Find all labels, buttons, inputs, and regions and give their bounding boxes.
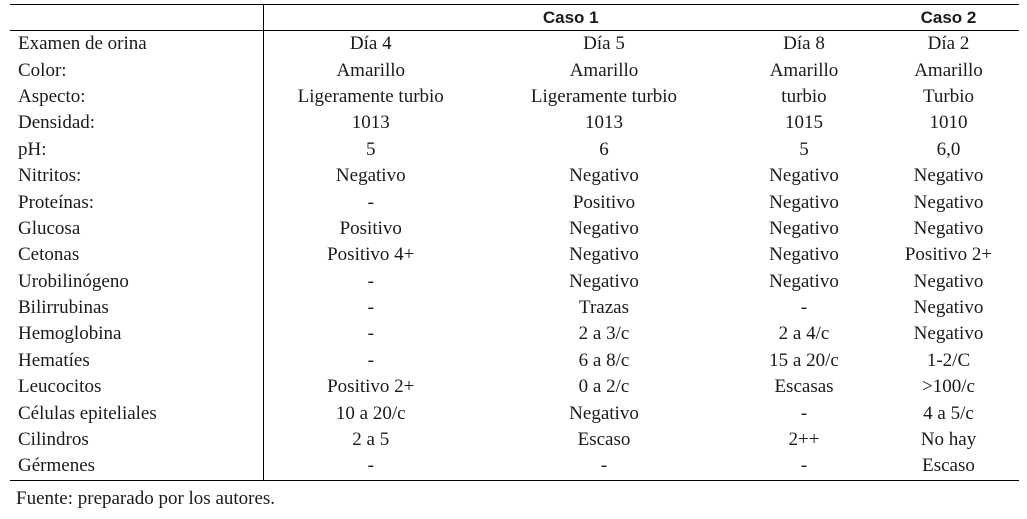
cell-caso1-dia5: Amarillo xyxy=(569,59,639,81)
cell-caso1-dia8: 1015 xyxy=(785,112,823,134)
cell-caso1-dia4: - xyxy=(263,453,478,480)
cell-caso1-dia8: Negativo xyxy=(769,217,839,239)
row-label: Células epiteliales xyxy=(10,400,263,426)
cell-caso1-dia8: - xyxy=(730,453,878,480)
cell-caso1-dia8: - xyxy=(800,402,808,424)
cell-caso1-dia4: 2 a 5 xyxy=(352,429,390,451)
cell-caso1-dia4: Amarillo xyxy=(336,59,406,81)
cell-caso1-dia4: - xyxy=(367,191,374,213)
cell-caso2-dia2: Amarillo xyxy=(914,59,983,81)
cell-caso2-dia2: Negativo xyxy=(913,191,984,213)
row-label: Bilirrubinas xyxy=(10,295,263,321)
row-label: Glucosa xyxy=(10,216,263,242)
cell-caso1-dia5: Día 5 xyxy=(583,33,625,55)
cell-caso2-dia2: >100/c xyxy=(922,376,975,398)
cell-caso2-dia2: No hay xyxy=(920,429,977,451)
cell-caso1-dia5: Ligeramente turbio xyxy=(530,85,678,107)
cell-caso1-dia5: Trazas xyxy=(579,297,629,319)
cell-caso1-dia5: 1013 xyxy=(585,112,623,134)
cell-caso1-dia5: 2 a 3/c xyxy=(578,323,630,345)
cell-caso1-dia4: 5 xyxy=(366,138,376,160)
cell-caso1-dia8: Escasas xyxy=(774,376,834,398)
cell-caso2-dia2: Negativo xyxy=(913,270,984,292)
cell-caso1-dia8: Negativo xyxy=(769,191,839,213)
table-row xyxy=(10,189,1019,215)
cell-caso1-dia5: 6 a 8/c xyxy=(578,349,630,371)
table-body xyxy=(10,31,1019,481)
cell-caso1-dia4: - xyxy=(367,270,374,292)
cell-caso1-dia8: Día 8 xyxy=(783,33,825,55)
cell-caso2-dia2: Negativo xyxy=(913,165,984,187)
cell-caso1-dia4: Negativo xyxy=(335,165,406,187)
row-label: Proteínas: xyxy=(10,189,263,215)
cell-caso1-dia5: Negativo xyxy=(569,217,639,239)
cell-caso1-dia8: 5 xyxy=(799,138,809,160)
cell-caso1-dia4: Día 4 xyxy=(349,33,392,55)
table-row xyxy=(10,31,1019,58)
cell-caso1-dia8: Negativo xyxy=(769,244,839,266)
cell-caso1-dia8: Amarillo xyxy=(769,59,839,81)
cell-caso1-dia4: Positivo 4+ xyxy=(327,244,415,266)
cell-caso1-dia5: Negativo xyxy=(569,402,639,424)
cell-caso1-dia5: - xyxy=(478,453,730,480)
cell-caso2-dia2: 4 a 5/c xyxy=(923,402,974,424)
header-empty-cell xyxy=(10,5,263,31)
caso-1-header: Caso 1 xyxy=(263,5,878,31)
cell-caso1-dia5: Positivo xyxy=(572,191,636,213)
cell-caso1-dia4: - xyxy=(367,297,374,319)
cell-caso2-dia2: 6,0 xyxy=(936,138,961,160)
cell-caso1-dia4: 10 a 20/c xyxy=(335,402,406,424)
cell-caso1-dia4: Ligeramente turbio xyxy=(297,85,444,107)
cell-caso2-dia2: Negativo xyxy=(913,323,984,345)
table-row xyxy=(10,57,1019,83)
table-row xyxy=(10,84,1019,110)
cell-caso1-dia4: Positivo xyxy=(339,217,402,239)
cell-caso1-dia5: Negativo xyxy=(569,244,639,266)
urine-exam-table-container xyxy=(10,4,1019,481)
row-label: Hemoglobina xyxy=(10,321,263,347)
cell-caso2-dia2: Positivo 2+ xyxy=(904,244,993,266)
table-row xyxy=(10,321,1019,347)
row-label: Examen de orina xyxy=(10,31,263,58)
row-label: Gérmenes xyxy=(10,453,263,480)
table-row xyxy=(10,295,1019,321)
table-row xyxy=(10,242,1019,268)
cell-caso2-dia2: 1-2/C xyxy=(926,349,971,371)
table-row xyxy=(10,216,1019,242)
cell-caso1-dia8: 2 a 4/c xyxy=(778,323,830,345)
cell-caso1-dia8: 2++ xyxy=(788,429,820,451)
row-label: pH: xyxy=(10,137,263,163)
cell-caso2-dia2: Turbio xyxy=(922,85,975,107)
cell-caso1-dia5: Negativo xyxy=(569,165,639,187)
cell-caso2-dia2: Negativo xyxy=(913,297,984,319)
source-note: Fuente: preparado por los autores. xyxy=(16,488,276,509)
cell-caso1-dia8: - xyxy=(800,297,808,319)
table-row xyxy=(10,137,1019,163)
cell-caso1-dia4: 1013 xyxy=(351,112,390,134)
urine-exam-table xyxy=(10,4,1019,481)
cell-caso1-dia5: 6 xyxy=(599,138,609,160)
caso-2-header: Caso 2 xyxy=(878,5,1019,31)
table-row xyxy=(10,110,1019,136)
cell-caso1-dia8: turbio xyxy=(781,85,827,107)
row-label: Nitritos: xyxy=(10,163,263,189)
row-label: Urobilinógeno xyxy=(10,269,263,295)
cell-caso1-dia8: 15 a 20/c xyxy=(769,349,839,371)
row-label: Aspecto: xyxy=(10,84,263,110)
row-label: Cilindros xyxy=(10,427,263,453)
table-row xyxy=(10,427,1019,453)
table-row xyxy=(10,348,1019,374)
cell-caso1-dia5: Escaso xyxy=(577,429,631,451)
row-label: Cetonas xyxy=(10,242,263,268)
row-label: Densidad: xyxy=(10,110,263,136)
cell-caso1-dia4: - xyxy=(367,323,374,345)
row-label: Hematíes xyxy=(10,348,263,374)
table-row xyxy=(10,400,1019,426)
table-row xyxy=(10,453,1019,480)
cell-caso2-dia2: Escaso xyxy=(878,453,1019,480)
table-row xyxy=(10,374,1019,400)
cell-caso2-dia2: Día 2 xyxy=(927,33,970,55)
cell-caso1-dia4: Positivo 2+ xyxy=(327,376,415,398)
cell-caso2-dia2: 1010 xyxy=(929,112,968,134)
row-label: Leucocitos xyxy=(10,374,263,400)
cell-caso1-dia5: Negativo xyxy=(569,270,639,292)
cell-caso1-dia4: - xyxy=(367,349,374,371)
cell-caso1-dia8: Negativo xyxy=(769,270,839,292)
cell-caso2-dia2: Negativo xyxy=(913,217,984,239)
row-label: Color: xyxy=(10,57,263,83)
case-group-header-row xyxy=(10,5,1019,31)
cell-caso1-dia8: Negativo xyxy=(769,165,839,187)
cell-caso1-dia5: 0 a 2/c xyxy=(578,376,630,398)
table-row xyxy=(10,269,1019,295)
table-row xyxy=(10,163,1019,189)
